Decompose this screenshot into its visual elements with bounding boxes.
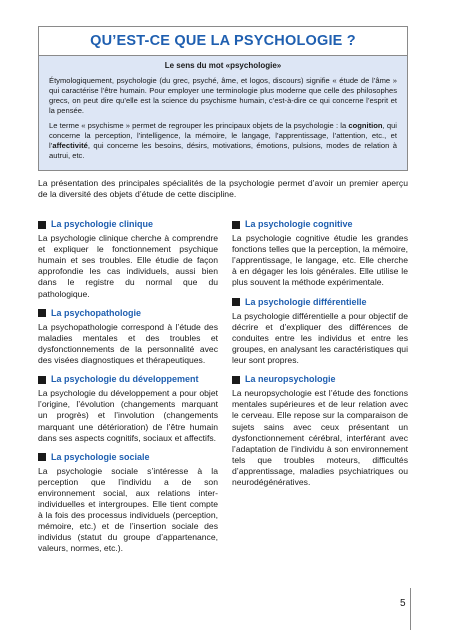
- section-text: La psychologie du développement a pour objet l’origine, l’évolution (changements marquant un progrès) et l’involution (changements marquant une détérioration) de l’être humain dans ses aspects cognitifs, sociaux et affectifs.: [38, 388, 218, 443]
- section-title: La psychologie clinique: [51, 219, 154, 229]
- section-title: La psychologie du développement: [51, 374, 199, 385]
- square-bullet-icon: [38, 221, 46, 229]
- section-title: La psychologie différentielle: [245, 296, 367, 307]
- definition-box: [38, 56, 408, 171]
- definition-text: , qui concerne la perception, l’intelligence, la mémoire, le langage, l’apprentissage, l’attention, etc., et l’: [49, 121, 397, 150]
- section-heading: [38, 219, 218, 230]
- square-bullet-icon: [232, 376, 240, 384]
- section-heading: [232, 374, 408, 385]
- intro-paragraph: La présentation des principales spécialités de la psychologie permet d’avoir un premier aperçu de la diversité des objets d’étude de cette discipline.: [38, 178, 408, 199]
- page-margin-rule: [410, 588, 411, 630]
- square-bullet-icon: [38, 453, 46, 461]
- section-text: La psychopathologie correspond à l’étude des maladies mentales et des troubles et dysfonctionnements de la personnalité avec des visées diagnostiques et thérapeutiques.: [38, 321, 218, 366]
- section-heading: [232, 219, 408, 230]
- section-title: La psychologie sociale: [51, 451, 150, 462]
- right-column: [232, 219, 408, 488]
- section-title: La neuropsychologie: [245, 374, 336, 385]
- definition-paragraph-1: Étymologiquement, psychologie (du grec, psyché, âme, et logos, discours) signifie « étude de l’âme » qui caractérise l’être humain. Pour employer une terminologie plus moderne que celle des philosophes grecs, on peut dire qu’elle est la science du psychisme humain, c’est-à-dire ce qui concerne l’esprit et la pensée.: [49, 76, 397, 115]
- definition-text: Le terme « psychisme » permet de regrouper les principaux objets de la psychologie : la: [49, 121, 349, 130]
- definition-box-heading: Le sens du mot «psychologie»: [164, 61, 282, 70]
- definition-text: , qui concerne les besoins, désirs, motivations, émotions, pulsions, modes de relation à autrui, etc.: [49, 141, 397, 160]
- section-text: La psychologie cognitive étudie les grandes fonctions telles que la perception, la mémoire, l’apprentissage, le langage, etc. Elle cherche à en dégager les lois générales. Elle utilise le plus souvent la méthode expérimentale.: [232, 233, 408, 288]
- keyword-cognition: cognition: [348, 121, 383, 130]
- section-title: La psychopathologie: [51, 307, 142, 318]
- definition-paragraph-2: [49, 121, 397, 161]
- page-number: 5: [400, 598, 406, 609]
- section-heading: [38, 452, 218, 463]
- square-bullet-icon: [232, 221, 240, 229]
- square-bullet-icon: [232, 298, 240, 306]
- section-heading: [232, 297, 408, 308]
- section-text: La neuropsychologie est l’étude des fonctions mentales supérieures et de leur relation avec le cerveau. Elle repose sur la comparaison de sujets sains avec ceux présentant un dysfonctionnement cérébral, interférant avec l’adaptation de l’individu à son environnement tels que troubles moteurs, difficultés d’apprentissage, maladies psychiatriques ou neurodégénératives.: [232, 388, 408, 487]
- section-text: La psychologie sociale s’intéresse à la perception que l’individu a de son environnement social, aux relations inter-individuelles et intergroupes. Elle tient compte à la fois des processus individuels (perception, mémoire, etc.) et de l’insertion sociale des individus (statut du groupe d’appartenance, valeurs, normes, etc.).: [38, 465, 218, 554]
- section-text: La psychologie différentielle a pour objectif de décrire et d’expliquer des différences de conduites entre les individus et entre les groupes, en analysant les caractéristiques qui leur sont propres.: [232, 310, 408, 366]
- section-heading: [38, 308, 218, 319]
- square-bullet-icon: [38, 309, 46, 317]
- keyword-affectivite: affectivité: [52, 141, 88, 150]
- section-title: La psychologie cognitive: [245, 219, 353, 229]
- page-title: QU’EST-CE QUE LA PSYCHOLOGIE ?: [38, 26, 408, 56]
- section-text: La psychologie clinique cherche à comprendre et expliquer le fonctionnement psychique humain et ses troubles. Elle étudie de façon approfondie les cas individuels, aussi bien dans le registre du normal que du pathologique.: [38, 233, 218, 299]
- left-column: [38, 219, 218, 555]
- square-bullet-icon: [38, 376, 46, 384]
- section-heading: [38, 374, 218, 385]
